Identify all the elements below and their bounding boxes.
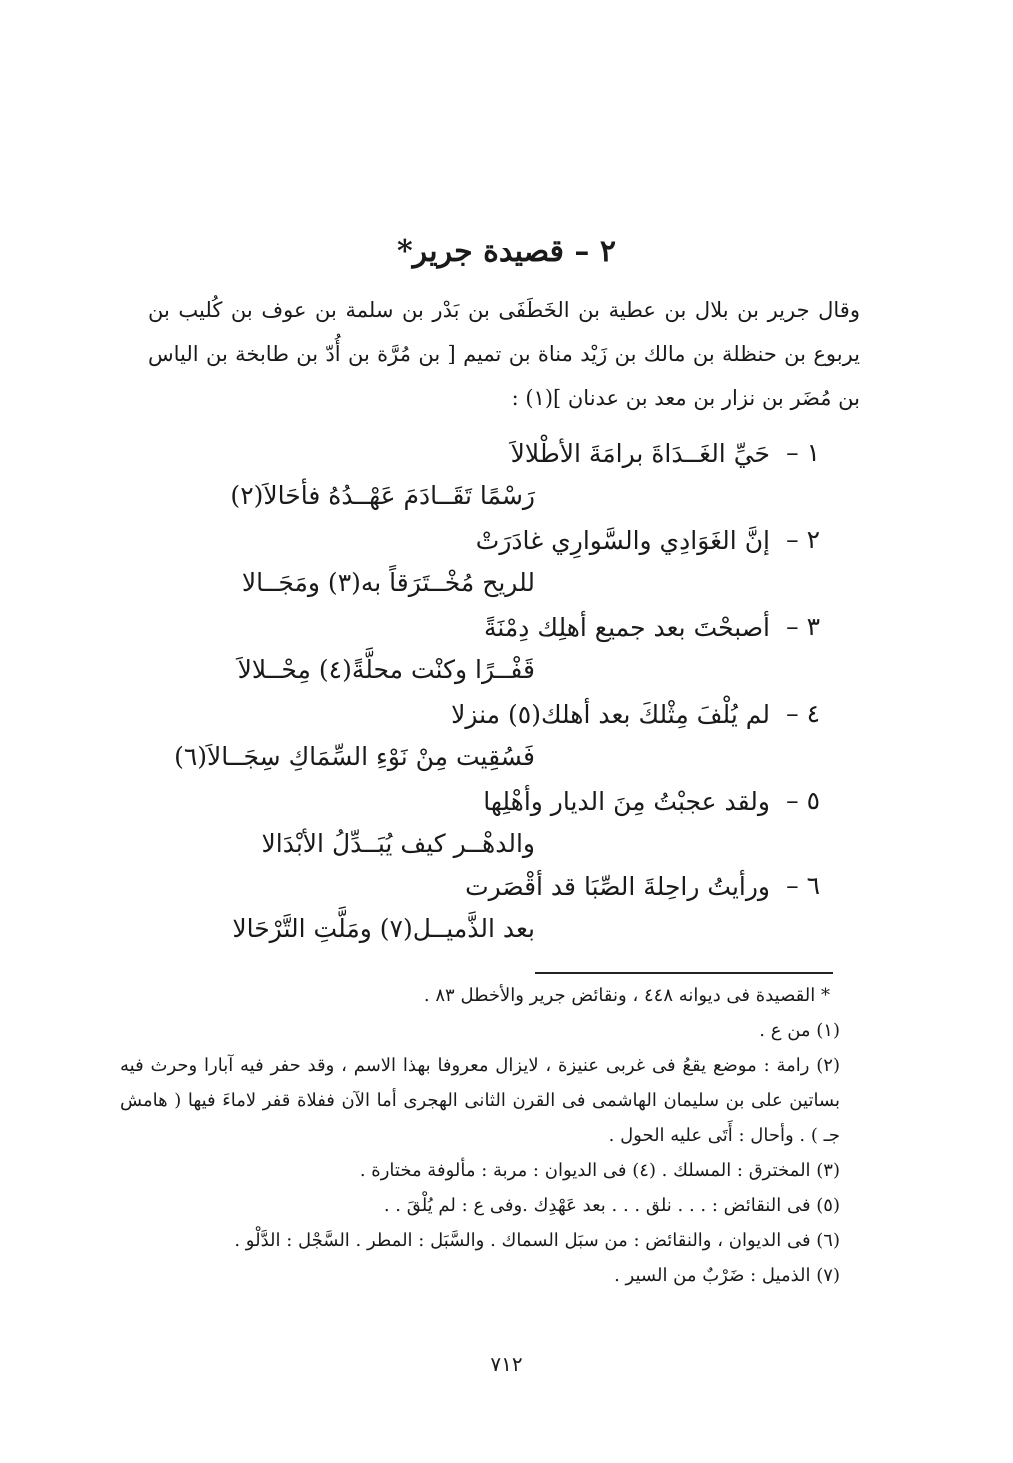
verse-second-hemistich: قَفْــرًا وكنْت محلَّةً(٤) مِحْــلالاَ xyxy=(237,655,535,684)
verse-second-hemistich: بعد الذَّميــل(٧) ومَلَّتِ التَّرْحَالا xyxy=(232,914,535,943)
verse-number: ٤ – xyxy=(786,699,820,728)
verse-first-hemistich: ولقد عجبْتُ مِنَ الديار وأهْلِها xyxy=(483,787,770,816)
verse-first-hemistich: ورأيتُ راحِلةَ الصِّبَا قد أقْصَرت xyxy=(465,872,770,901)
verse-number: ١ – xyxy=(786,438,820,467)
footnote-5: (٥) فى النقائض : . . . نلق . . . بعد عَهْدِك .وفى ع : لم يُلْقَ . . xyxy=(383,1195,840,1216)
poem-title: ٢ – قصيدة جرير* xyxy=(396,234,617,269)
footnote-2: (٢) رامة : موضع يقعُ فى غربى عنيزة ، لايزال معروفا بهذا الاسم ، وقد حفر فيه آبارا وحرث فيه بساتين على بن سليمان الهاشمى فى القرن الثانى الهجرى أما الآن ففلاة قفر لاماءَ فيها ( هامش جـ ) . وأحال : أَتَى عليه الحول . xyxy=(120,1055,840,1146)
page-number: ٧١٢ xyxy=(490,1352,523,1376)
footnote-1: (١) من ع . xyxy=(759,1020,840,1041)
verse-first-hemistich: حَيِّ الغَــدَاةَ برامَةَ الأطْلالاَ xyxy=(510,439,770,468)
verse-number: ٢ – xyxy=(786,525,820,554)
verse-second-hemistich: رَسْمًا تَقَــادَمَ عَهْــدُهُ فأحَالاَ(٢) xyxy=(230,481,535,510)
footnote-3-4: (٣) المخترق : المسلك . (٤) فى الديوان : مربة : مألوفة مختارة . xyxy=(359,1160,840,1181)
verse-number: ٥ – xyxy=(786,786,820,815)
verse-number: ٦ – xyxy=(786,871,820,900)
verse-first-hemistich: إنَّ الغَوَادِي والسَّوارِي غادَرَتْ xyxy=(475,526,770,555)
verse-first-hemistich: لم يُلْفَ مِثْلكَ بعد أهلك(٥) منزلا xyxy=(451,700,770,729)
verse-second-hemistich: والدهْــر كيف يُبَــدِّلُ الأبْدَالا xyxy=(261,829,535,858)
footnote-separator xyxy=(535,972,833,974)
footnote-7: (٧) الذميل : ضَرْبٌ من السير . xyxy=(614,1265,840,1286)
intro-paragraph: وقال جرير بن بلال بن عطية بن الخَطَفَى بن بَدْر بن سلمة بن عوف بن كُليب بن يربوع بن حنظلة بن مالك بن زَيْد مناة بن تميم [ بن مُرَّة بن أُدّ بن طابخة بن الياس بن مُضَر بن نزار بن معد بن عدنان ](١) : xyxy=(148,298,860,410)
verse-second-hemistich: فَسُقِيت مِنْ نَوْءِ السِّمَاكِ سِجَــالاَ(٦) xyxy=(174,742,535,771)
footnotes xyxy=(120,978,840,1293)
verse-first-hemistich: أصبحْتَ بعد جميع أهلِك دِمْنَةً xyxy=(483,613,770,642)
footnote-star: * القصيدة فى ديوانه ٤٤٨ ، ونقائض جرير والأخطل ٨٣ . xyxy=(423,985,830,1006)
verse-second-hemistich: للريح مُخْــتَرَقاً به(٣) ومَجَــالا xyxy=(241,568,535,597)
verse-number: ٣ – xyxy=(786,612,820,641)
footnote-6: (٦) فى الديوان ، والنقائض : من سبَل السماك . والسَّبَل : المطر . السَّجْل : الدَّلْو . xyxy=(234,1230,840,1251)
